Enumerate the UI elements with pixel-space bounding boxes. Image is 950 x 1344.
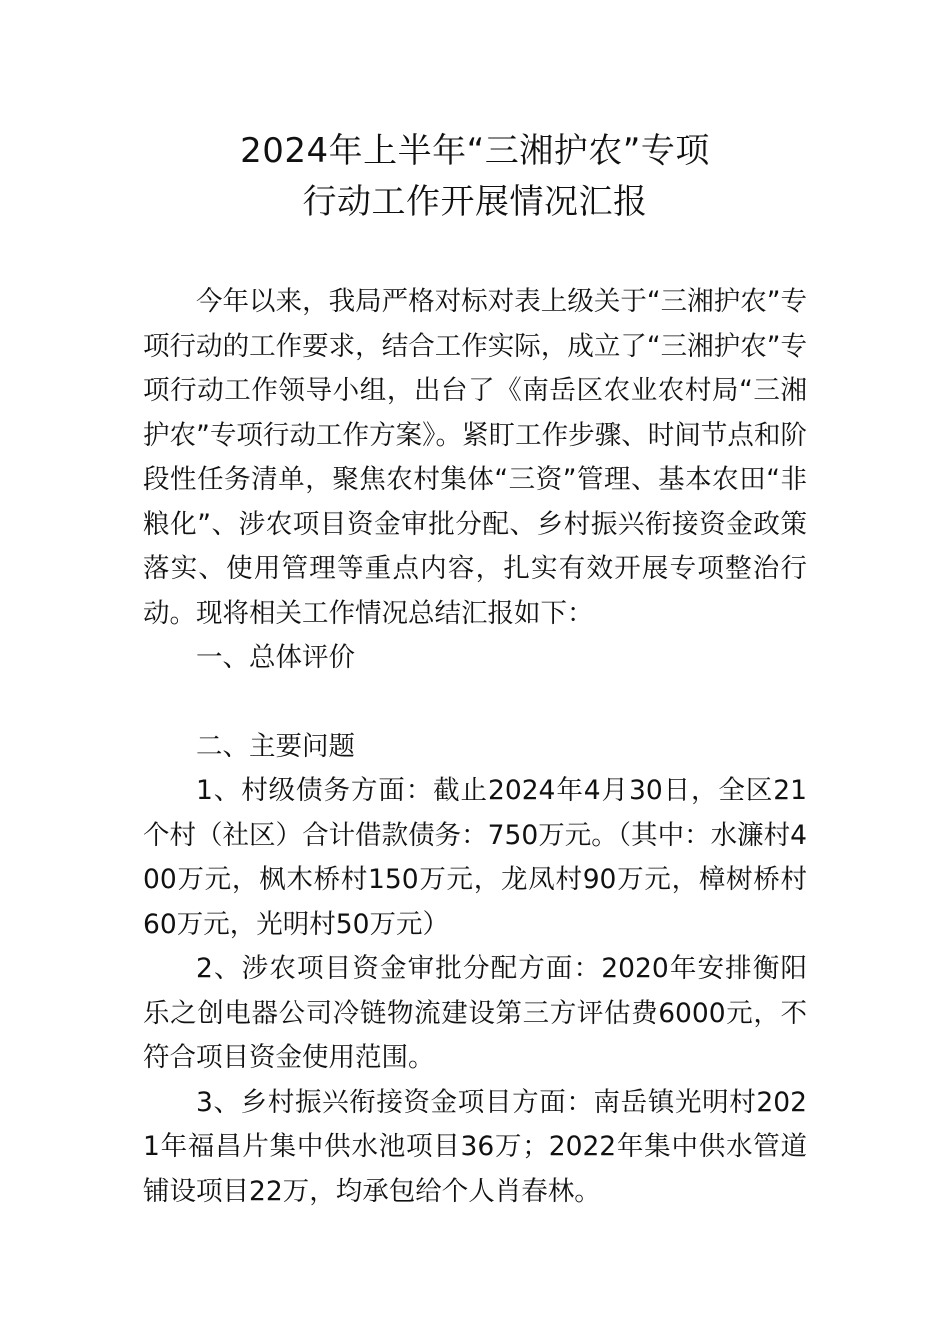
document-body bbox=[143, 280, 807, 1214]
intro-paragraph: 今年以来，我局严格对标对表上级关于“三湘护农”专项行动的工作要求，结合工作实际，成立了“三湘护农”专项行动工作领导小组，出台了《南岳区农业农村局“三湘护农”专项行动工作方案》。紧盯工作步骤、时间节点和阶段性任务清单，聚焦农村集体“三资”管理、基本农田“非粮化”、涉农项目资金审批分配、乡村振兴衔接资金政策落实、使用管理等重点内容，扎实有效开展专项整治行动。现将相关工作情况总结汇报如下： bbox=[143, 286, 807, 629]
section-heading-main-problems: 二、主要问题 bbox=[196, 730, 355, 762]
document-title-line-2: 行动工作开展情况汇报 bbox=[302, 182, 648, 222]
problem-item-agricultural-funds: 2、涉农项目资金审批分配方面：2020年安排衡阳乐之创电器公司冷链物流建设第三方评估费6000元，不符合项目资金使用范围。 bbox=[143, 953, 807, 1073]
problem-item-rural-revitalization-funds: 3、乡村振兴衔接资金项目方面：南岳镇光明村2021年福昌片集中供水池项目36万；2022年集中供水管道铺设项目22万，均承包给个人肖春林。 bbox=[143, 1086, 807, 1207]
document-title-line-1: 2024年上半年“三湘护农”专项 bbox=[240, 131, 710, 171]
problem-item-village-debt: 1、村级债务方面：截止2024年4月30日，全区21个村（社区）合计借款债务：750万元。（其中：水濂村400万元，枫木桥村150万元，龙凤村90万元，樟树桥村60万元，光明村50万元） bbox=[143, 775, 807, 940]
section-heading-overall-evaluation: 一、总体评价 bbox=[196, 642, 355, 673]
